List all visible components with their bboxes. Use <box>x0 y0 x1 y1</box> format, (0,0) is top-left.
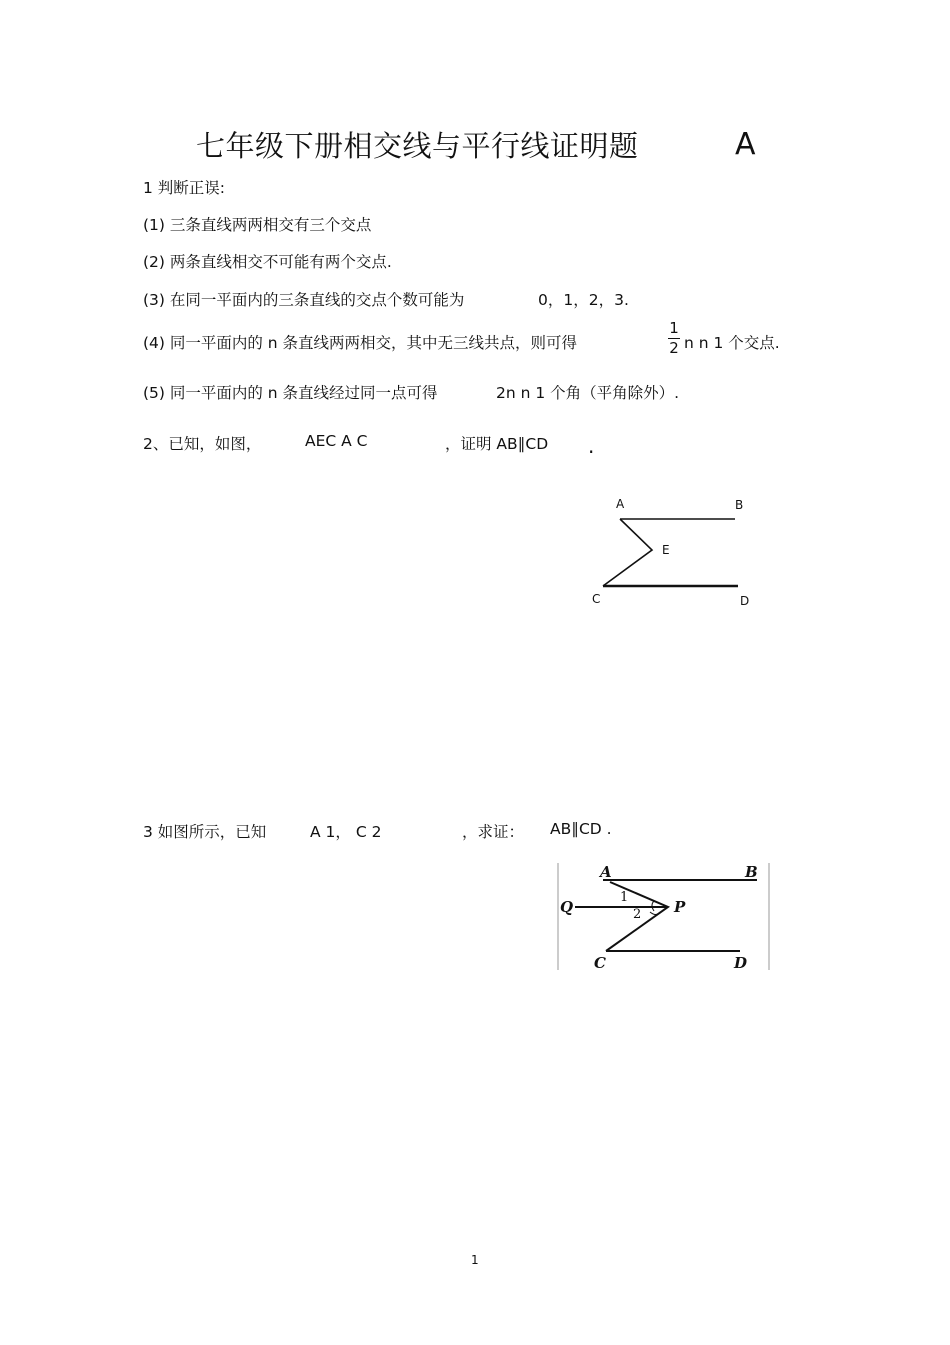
q3-label-p: P <box>674 898 686 916</box>
title-variant-mark: A <box>735 127 756 162</box>
page-number: 1 <box>471 1253 479 1267</box>
q3-text-post: ，求证： <box>462 823 525 841</box>
q2-given: AEC A C <box>305 432 368 450</box>
q3-angle-2-label: 2 <box>633 907 642 922</box>
q2-text-post: ，证明 AB∥CD <box>445 435 549 453</box>
q3-given: A 1， C 2 <box>310 823 382 841</box>
q1-item-5: (5) 同一平面内的 n 条直线经过同一点可得 <box>143 384 438 402</box>
q2-label-e: E <box>662 543 670 557</box>
q1-heading: 1 判断正误: <box>143 179 226 197</box>
q1-item-3-values: 0，1，2，3. <box>538 291 629 309</box>
q1-item-4: (4) 同一平面内的 n 条直线两两相交，其中无三线共点，则可得 <box>143 334 578 352</box>
q3-angle-1-label: 1 <box>620 890 629 905</box>
fraction-numerator: 1 <box>669 319 679 337</box>
q3-label-a: A <box>600 863 612 881</box>
q2-period: . <box>588 434 595 458</box>
q3-text-pre: 3 如图所示，已知 <box>143 823 267 841</box>
q1-item-2: (2) 两条直线相交不可能有两个交点. <box>143 253 392 271</box>
q1-item-1: (1) 三条直线两两相交有三个交点 <box>143 216 372 234</box>
q3-conclusion: AB∥CD . <box>550 820 612 838</box>
q3-label-b: B <box>745 863 758 881</box>
q2-label-a: A <box>616 497 625 511</box>
q3-label-c: C <box>594 954 606 972</box>
q2-label-c: C <box>592 592 601 606</box>
q2-text-pre: 2、已知，如图， <box>143 435 262 453</box>
segments-ae-ec <box>603 519 652 586</box>
q1-item-3: (3) 在同一平面内的三条直线的交点个数可能为 <box>143 291 465 309</box>
q3-label-d: D <box>734 954 748 972</box>
q1-item-4-tail: n n 1 个交点. <box>684 334 780 352</box>
fraction-denominator: 2 <box>669 339 679 357</box>
q1-item-5-tail: 2n n 1 个角（平角除外）. <box>496 384 680 402</box>
q2-label-b: B <box>735 498 744 512</box>
q2-label-d: D <box>740 594 750 608</box>
document-title: 七年级下册相交线与平行线证明题 <box>196 129 639 163</box>
q3-label-q: Q <box>560 898 574 916</box>
figure-q2 <box>603 519 738 586</box>
